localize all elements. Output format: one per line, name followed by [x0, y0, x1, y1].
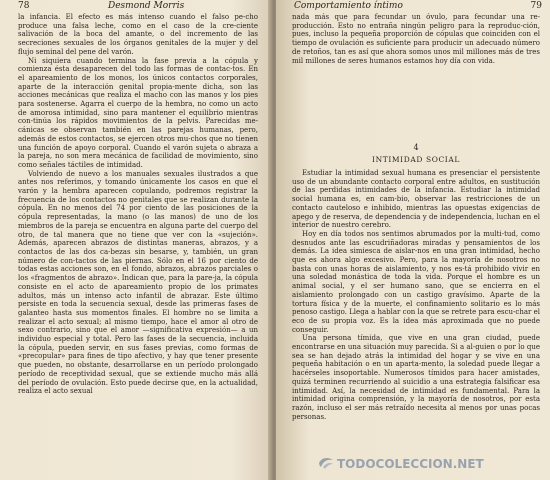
right-page-header	[292, 1, 542, 11]
paragraph: Ni siquiera cuando termina la fase previa a la cópula y comienza ésta desaparecen del todo las formas de contac-tos. En el apareamiento de los monos, los únicos contactos corporales, aparte de la interacción genital propia-mente dicha, son las acciones mecánicas que realiza el macho con las manos y los pies para sostenerse. Agarra el cuerpo de la hembra, no como un acto de amorosa intimidad, sino para mantener el equilibrio mientras con-tinúa los rápidos movimientos de la pelvis. Parecidas me-cánicas se observan también en las parejas humanas, pero, además de estos contactos, se ejercen otros mu-chos que no tienen una función de apoyo corporal. Cuando el varón sujeta o abraza a la pareja, no son mera mecánica de facilidad de movimiento, sino como señales táctiles de intimidad.	[18, 56, 258, 169]
watermark	[318, 455, 542, 473]
chapter-title: INTIMIDAD SOCIAL	[372, 155, 460, 164]
right-running-head: Comportamiento íntimo	[294, 1, 403, 11]
watermark-text: TODOCOLECCION.NET	[337, 457, 484, 471]
right-page	[276, 0, 550, 480]
left-page-body	[18, 13, 258, 396]
paragraph: Volviendo de nuevo a los manuales sexuales ilustrados a que antes nos referimos, y tomando únicamente los casos en que el varón y la hembra aparecen copulando, podremos registrar la frecuencia de los contactos no genitales que se realizan durante la cópula. En no menos del 74 por ciento de las posiciones de la cópula representadas, la mano (o las manos) de uno de los miembros de la pareja se encuentra en alguna parte del cuerpo del otro, de tal manera que no tiene que ver con la «sujeción». Además, aparecen abrazos de distintas maneras, abrazos, y a contactos de las dos ca-bezas sin besarse, y, también, un gran número de con-tactos de las piernas. Sólo en el 16 por ciento de todas estas acciones son, en el fondo, abrazos, abrazos parciales o los «fragmentos de abrazo». Indican que, para la pare-ja, la cópula consiste en el acto de apareamiento propio de los primates adultos, más un intenso acto infantil de abrazar. Este último persiste en toda la secuencia sexual, desde las primeras fases de galanteo hasta sus momentos finales. El hombre no se limita a realizar el acto sexual; al mismo tiempo, hace el amor al otro de sexo contrario, sino que el amor —significativa expresión— a un individuo especial y total. Pero las fases de la secuencia, incluida la cópula, pueden servir, en sus fases previas, como formas de «precopular» para fines de tipo afectivo, y hay que tener presente que pueden, no obstante, desarrollarse en un período prolongado período de receptividad sexual, que se extiende mucho más allá del período de ovulación. Esto puede decirse que, en la actualidad, realiza el acto sexual	[18, 169, 258, 396]
left-running-head: Desmond Morris	[108, 1, 185, 11]
paragraph: la infancia. El efecto es más intenso cuando el falso pe-cho produce una falsa leche, como en el caso de la cre-ciente salivación de la boca del amante, o del incremento de las secreciones sexuales de los órganos genitales de la mujer y del flujo seminal del pene del varón.	[18, 13, 258, 56]
right-page-top-body	[292, 13, 540, 65]
todocoleccion-logo-icon	[318, 456, 334, 470]
chapter-number: 4	[413, 143, 419, 152]
left-page-header	[18, 1, 258, 11]
paragraph: Hoy en día todos nos sentimos abrumados por la multi-tud, como desnudos ante las escudriñadoras miradas y pensamientos de los demás. La idea simiesca de aislar-nos en una gran intimidad, hecho que es ahora algo excesivo. Pero, para la mayoría de nosotros no basta con unas horas de aislamiento, y nos es-tá prohibido vivir en una soledad monástica de toda la vida. Porque el hombre es un animal social, y el ser humano sano, que se encierra en el aislamiento prolongado con un castigo gravísimo. Aparte de la tortura física y de la muerte, el confinamiento solitario es lo más penoso castigo. Llega a hablar con la que se retrete para escu-char el eco de su propia voz. Es la idea más aproximada que no puede conseguir.	[292, 229, 540, 334]
paragraph: Una persona tímida, que vive en una gran ciudad, puede encontrarse en una situación muy parecida. Si a al-guien o por lo que sea se han dejado atrás la intimidad del hogar y se vive en una pequeña habitación o en un aparta-mento, la soledad puede llegar a hacérseles insoportable. Numerosos tímidos para hacer amistades, quizá terminen recurriendo al suicidio a una estrategia falsificar esa intimidad. Así, la necesidad de intimidad es fundamental. Para la intimidad origina comprensión, y la mayoría de nosotros, por esta razón, incluso el ser más retraído necesita al menos por unas pocas personas.	[292, 334, 540, 421]
left-page-number: 78	[18, 1, 30, 11]
right-page-number: 79	[530, 1, 542, 11]
paragraph: Estudiar la intimidad sexual humana es presenciar el persistente uso de un abundante contacto corporal entre adultos, en sustitución de las perdidas intimidades de la infancia. Estudiar la intimidad social humana es, en cam-bio, observar las restricciones de un contacto cauteloso e inhibido, mientras las opuestas exigencias de apego y de reserva, de dependencia y de independencia, luchan en el interior de nuestro cerebro.	[292, 169, 540, 230]
right-page-body	[292, 169, 540, 421]
left-page	[0, 0, 272, 480]
paragraph: nada más que para fecundar un óvulo, para fecundar una re-producción. Esto no entraña ningún peligro para la reproduc-ción, pues, incluso la pequeña proporción de cópulas que coinciden con el tiempo de ovulación es suficiente para producir un adecuado número de retoños, tan es así que ahora somos unos mil millones más de tres mil millones de seres humanos estamos hoy día con vida.	[292, 13, 540, 65]
